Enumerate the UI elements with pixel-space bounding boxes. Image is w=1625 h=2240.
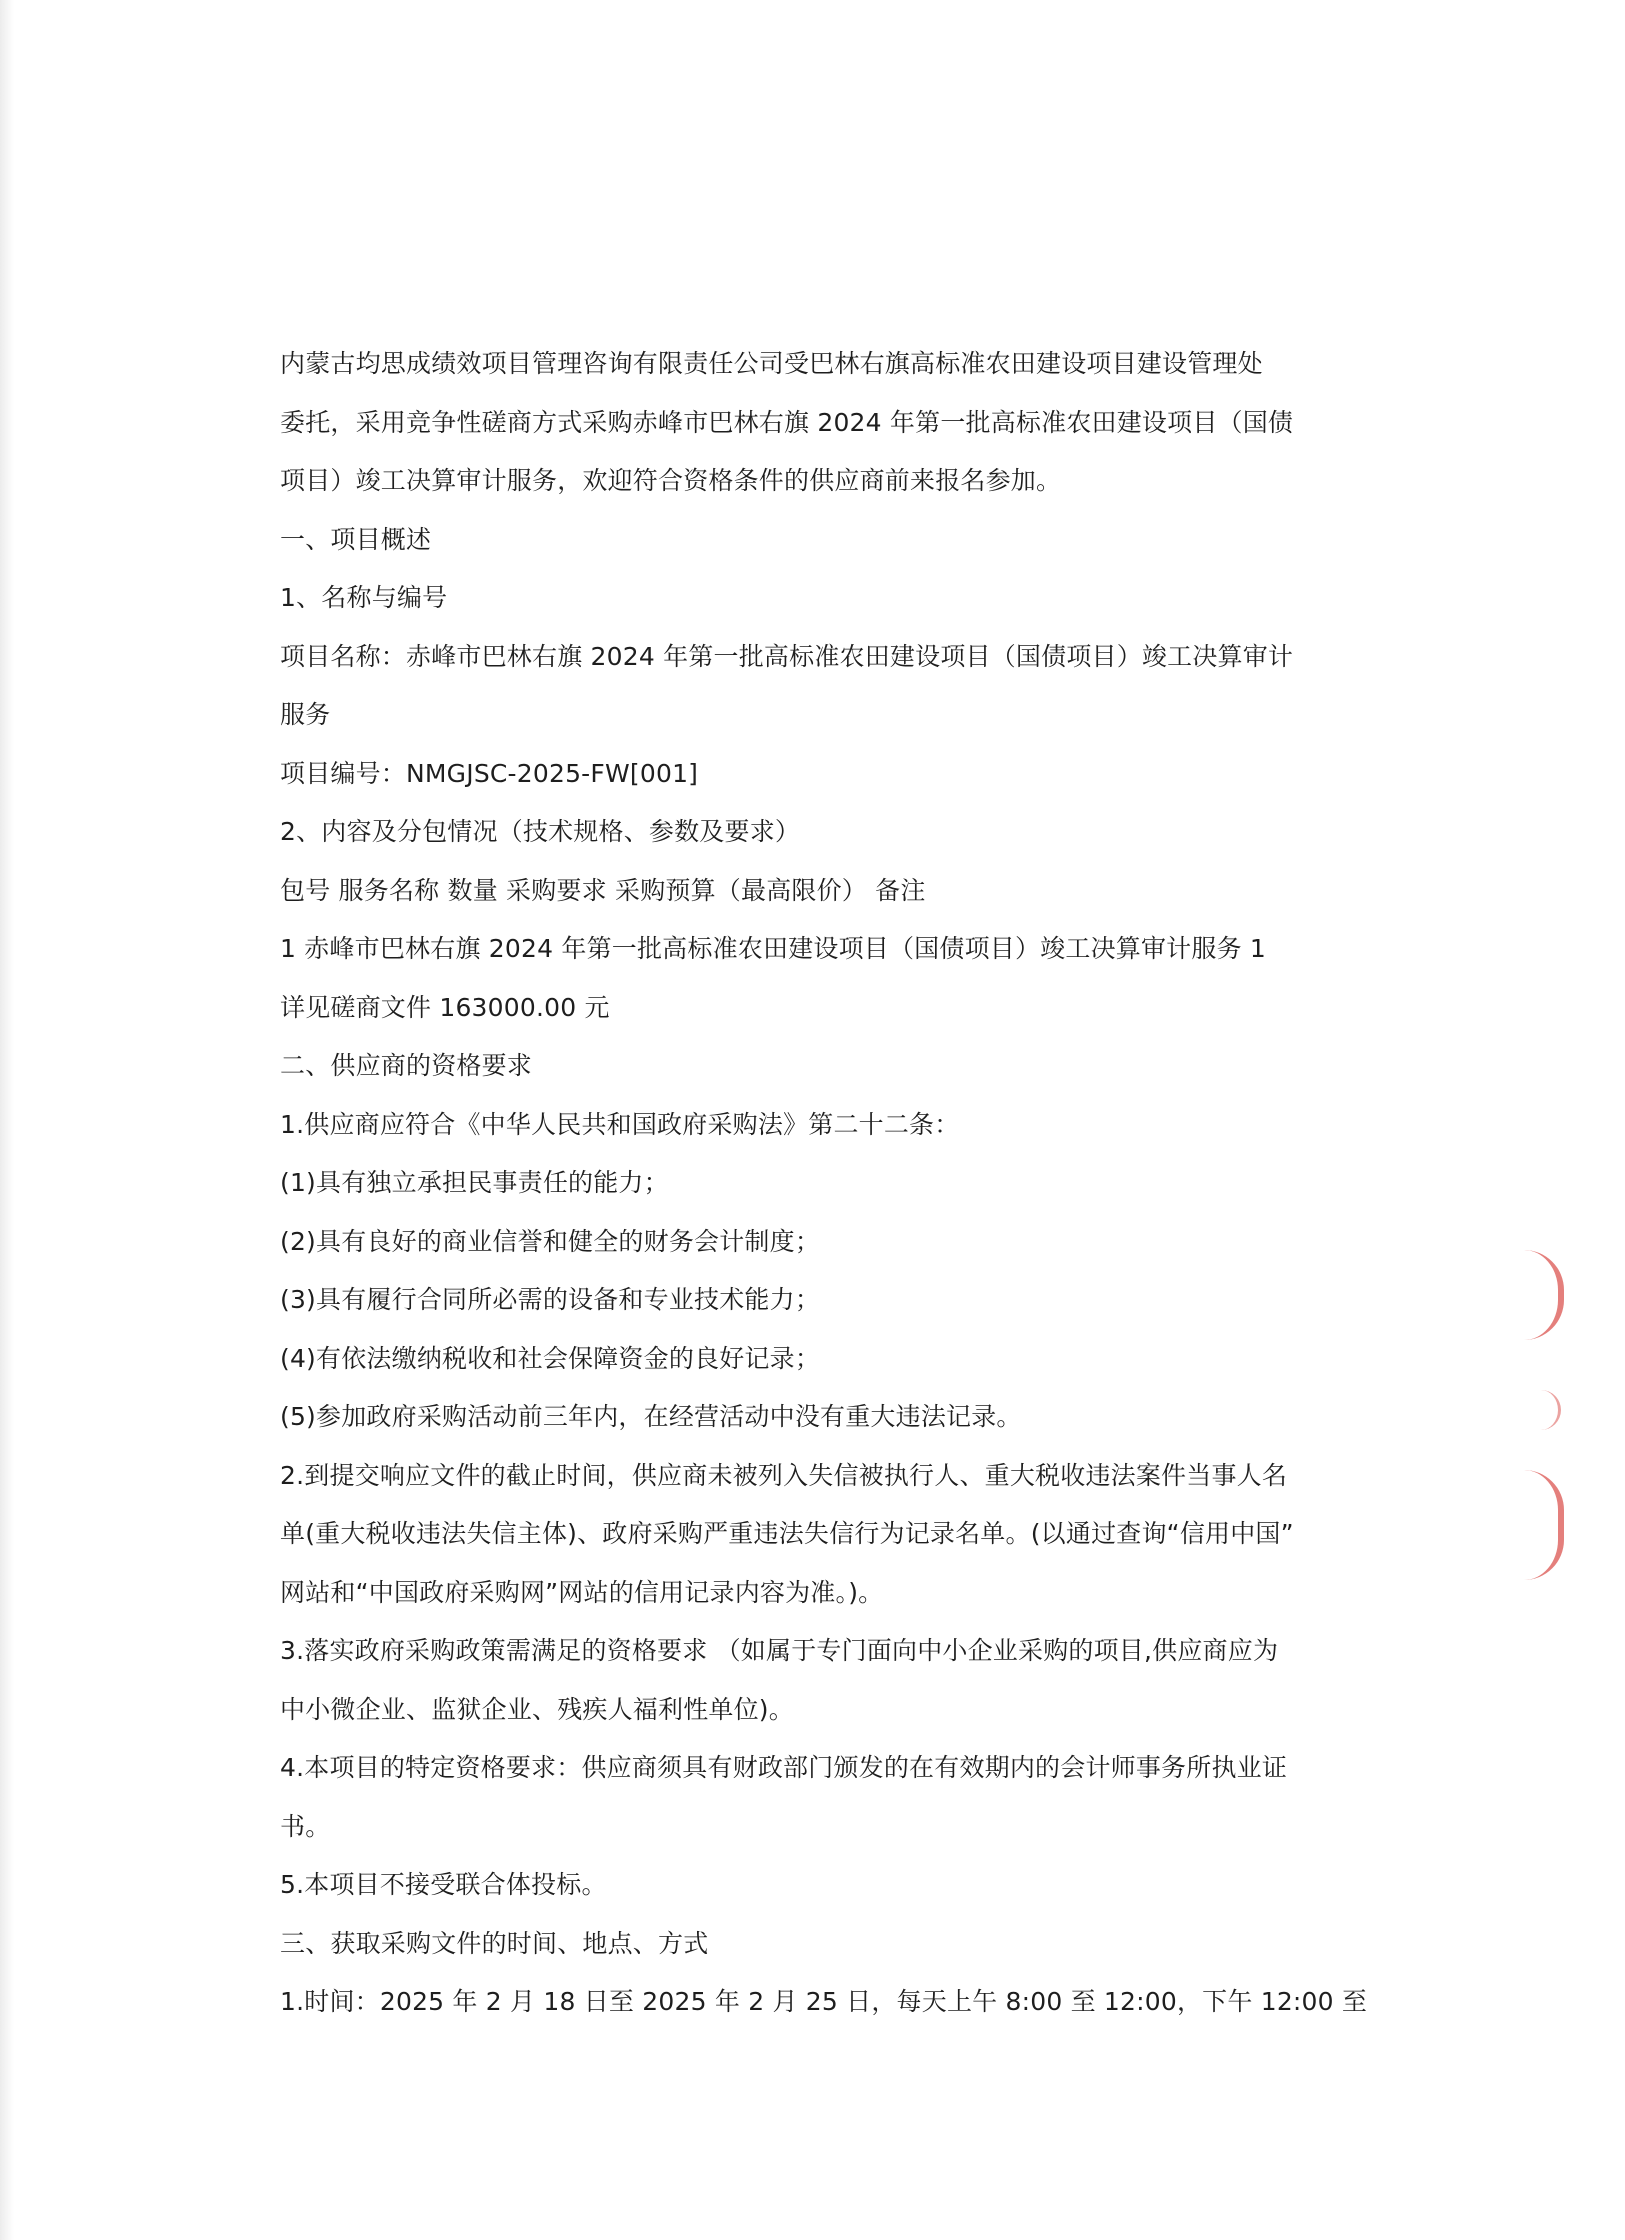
text-line: 内蒙古均思成绩效项目管理咨询有限责任公司受巴林右旗高标准农田建设项目建设管理处 xyxy=(280,349,1263,378)
package-table-row: 1 赤峰市巴林右旗 2024 年第一批高标准农田建设项目（国债项目）竣工决算审计服务 1 xyxy=(280,934,1267,963)
subsection-heading: 2、内容及分包情况（技术规格、参数及要求） xyxy=(280,817,801,846)
qualification-item: 4.本项目的特定资格要求：供应商须具有财政部门颁发的在有效期内的会计师事务所执业证 xyxy=(280,1753,1288,1782)
qualification-item: 2.到提交响应文件的截止时间，供应商未被列入失信被执行人、重大税收违法案件当事人名 xyxy=(280,1460,1288,1490)
qualification-subitem: (2)具有良好的商业信誉和健全的财务会计制度； xyxy=(280,1226,821,1256)
qualification-subitem: (3)具有履行合同所必需的设备和专业技术能力； xyxy=(280,1285,821,1314)
scan-edge-shadow xyxy=(0,0,14,2240)
project-number: 项目编号：NMGJSC-2025-FW[001] xyxy=(280,758,699,788)
package-table-header: 包号 服务名称 数量 采购要求 采购预算（最高限价） 备注 xyxy=(280,875,926,905)
text-line: 中小微企业、监狱企业、残疾人福利性单位)。 xyxy=(280,1694,794,1724)
section-heading-1: 一、项目概述 xyxy=(280,524,432,554)
seal-stamp-edge xyxy=(1508,1250,1564,1340)
text-line: 单(重大税收违法失信主体)、政府采购严重违法失信行为记录名单。(以通过查询“信用中国” xyxy=(280,1519,1294,1548)
qualification-subitem: (5)参加政府采购活动前三年内，在经营活动中没有重大违法记录。 xyxy=(280,1402,1022,1431)
section-heading-3: 三、获取采购文件的时间、地点、方式 xyxy=(280,1928,709,1958)
text-line: 项目）竣工决算审计服务，欢迎符合资格条件的供应商前来报名参加。 xyxy=(280,466,1062,495)
document-body xyxy=(280,335,1368,2032)
qualification-subitem: (1)具有独立承担民事责任的能力； xyxy=(280,1168,669,1197)
subsection-heading: 1、名称与编号 xyxy=(280,583,448,612)
qualification-item: 1.供应商应符合《中华人民共和国政府采购法》第二十二条： xyxy=(280,1109,960,1139)
qualification-item: 5.本项目不接受联合体投标。 xyxy=(280,1870,607,1899)
project-name: 项目名称：赤峰市巴林右旗 2024 年第一批高标准农田建设项目（国债项目）竣工决算审计 xyxy=(280,641,1294,671)
text-line: 服务 xyxy=(280,700,331,729)
qualification-item: 3.落实政府采购政策需满足的资格要求 （如属于专门面向中小企业采购的项目,供应商应为 xyxy=(280,1636,1279,1665)
seal-stamp-edge xyxy=(1508,1390,1561,1430)
qualification-subitem: (4)有依法缴纳税收和社会保障资金的良好记录； xyxy=(280,1343,821,1373)
time-item: 1.时间：2025 年 2 月 18 日至 2025 年 2 月 25 日，每天上午 8:00 至 12:00，下午 12:00 至 xyxy=(280,1987,1368,2016)
package-table-row-cont: 详见磋商文件 163000.00 元 xyxy=(280,992,610,1022)
text-line: 委托，采用竞争性磋商方式采购赤峰市巴林右旗 2024 年第一批高标准农田建设项目（国债 xyxy=(280,407,1294,437)
text-line: 书。 xyxy=(280,1811,331,1841)
seal-stamp-edge xyxy=(1508,1470,1564,1580)
text-line: 网站和“中国政府采购网”网站的信用记录内容为准。)。 xyxy=(280,1577,884,1607)
section-heading-2: 二、供应商的资格要求 xyxy=(280,1051,533,1080)
